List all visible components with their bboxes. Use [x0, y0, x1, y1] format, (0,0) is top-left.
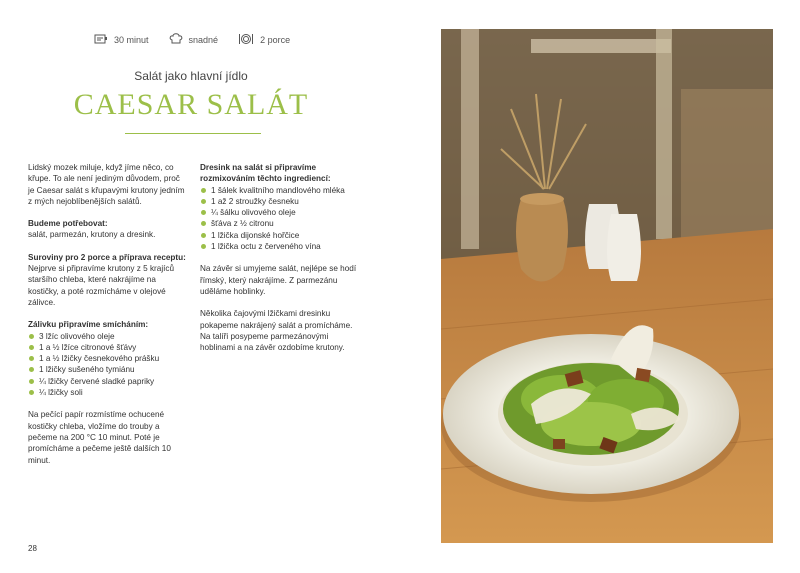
marinade-list [28, 331, 188, 399]
recipe-subtitle: Salát jako hlavní jídlo [134, 69, 248, 83]
dressing-end-paragraph: Na závěr si umyjeme salát, nejlépe se hodí římský, který nakrájíme. Z parmezánu uděláme hoblinky. [200, 264, 357, 296]
title-divider [125, 133, 261, 134]
difficulty-meta [169, 33, 219, 47]
list-item: 1 a ½ lžíce citronové šťávy [28, 342, 188, 353]
intro-paragraph: Lidský mozek miluje, když jíme něco, co křupe. To ale není jediným důvodem, proč je Caesar salát s křupavými krutony jedním z mých nejoblíbenějších salátů. [28, 163, 185, 206]
time-text: 30 minut [114, 35, 149, 45]
plate-cutlery-icon [238, 33, 260, 47]
left-column [28, 162, 188, 477]
chef-hat-icon [169, 33, 189, 47]
dressing-list [200, 185, 365, 253]
servings-meta [238, 33, 290, 47]
serve-paragraph: Několika čajovými lžičkami dresinku pokapeme nakrájený salát a promícháme. Na talíři posypeme parmezánovými hoblinami a na závěr ozdobíme krutony. [200, 309, 353, 353]
difficulty-text: snadné [188, 35, 219, 45]
recipe-meta [94, 33, 310, 47]
timer-icon [94, 33, 114, 47]
list-item: ¼ lžičky červené sladké papriky [28, 376, 188, 387]
list-item: 1 lžičky sušeného tymiánu [28, 364, 188, 375]
list-item: šťáva z ½ citronu [200, 218, 365, 229]
dressing-heading: Dresink na salát si připravíme rozmixováním těchto ingrediencí: [200, 163, 331, 184]
list-item: 1 až 2 stroužky česneku [200, 196, 365, 207]
needs-text: salát, parmezán, krutony a dresink. [28, 230, 156, 240]
servings-text: 2 porce [260, 35, 291, 45]
list-item: ¼ šálku olivového oleje [200, 207, 365, 218]
recipe-title: CAESAR SALÁT [73, 88, 309, 121]
time-meta [94, 33, 149, 47]
right-column [200, 162, 365, 364]
page-number: 28 [28, 544, 37, 553]
croutons-heading: Suroviny pro 2 porce a příprava receptu: [28, 252, 186, 262]
croutons-text: Nejprve si připravíme krutony z 5 krajíců staršího chleba, které nakrájíme na kostičky, a poté rozmícháme v olejové zálivce. [28, 264, 175, 307]
list-item: 3 lžíc olivového oleje [28, 331, 188, 342]
marinade-heading: Zálivku připravíme smícháním: [28, 320, 149, 330]
list-item: 1 šálek kvalitního mandlového mléka [200, 185, 365, 196]
needs-heading: Budeme potřebovat: [28, 219, 108, 229]
needs-block [28, 218, 188, 241]
list-item: ¼ lžičky soli [28, 387, 188, 398]
bake-paragraph: Na pečící papír rozmístíme ochucené kostičky chleba, vložíme do trouby a pečeme na 200 °C 10 minut. Poté je promícháme a pečeme ještě dalších 10 minut. [28, 410, 171, 465]
salad-photo [441, 29, 773, 543]
list-item: 1 lžička octu z červeného vína [200, 241, 365, 252]
list-item: 1 lžička dijonské hořčice [200, 230, 365, 241]
croutons-block [28, 252, 188, 308]
list-item: 1 a ½ lžičky česnekového prášku [28, 353, 188, 364]
